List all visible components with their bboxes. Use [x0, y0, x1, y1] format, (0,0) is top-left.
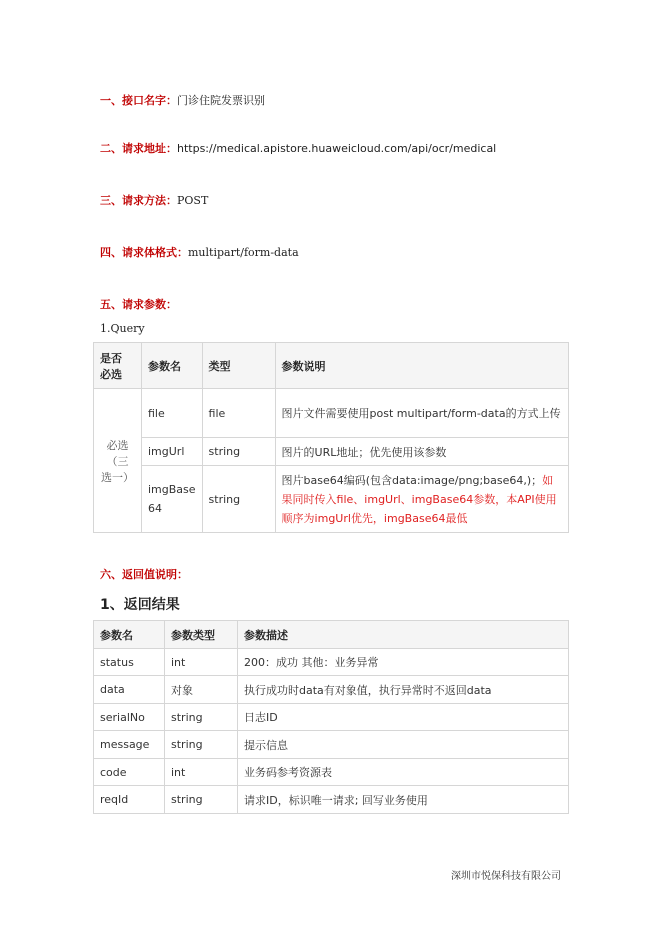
section-value: https://medical.apistore.huaweicloud.com/api/ocr/medical: [177, 142, 497, 155]
section-interface-name: [100, 92, 265, 108]
param-name-line2: 64: [148, 502, 162, 515]
header-required-line1: 是否: [100, 351, 122, 365]
section-label: 五、请求参数：: [100, 298, 177, 311]
result-desc: 业务码参考资源表: [238, 759, 569, 786]
result-name: status: [94, 649, 165, 676]
result-type: 对象: [165, 676, 238, 704]
table-header-row: [94, 621, 569, 649]
result-name: data: [94, 676, 165, 704]
section-request-params: [100, 296, 177, 312]
result-type: int: [165, 649, 238, 676]
header-desc: 参数说明: [275, 343, 568, 389]
result-desc: 请求ID，标识唯一请求; 回写业务使用: [238, 786, 569, 814]
table-row: [94, 704, 569, 731]
table-row: [94, 731, 569, 759]
section-value: POST: [177, 194, 209, 207]
table-row: [94, 389, 569, 438]
table-header-row: [94, 343, 569, 389]
table-row: [94, 466, 569, 533]
section-label: 二、请求地址：: [100, 142, 177, 155]
section-request-method: [100, 192, 208, 208]
required-line1: 必选: [106, 438, 129, 452]
result-name: reqId: [94, 786, 165, 814]
param-desc: 图片文件需要使用post multipart/form-data的方式上传: [275, 389, 568, 438]
header-param-desc: 参数描述: [238, 621, 569, 649]
section-label: 四、请求体格式：: [100, 246, 188, 259]
result-table: [93, 620, 569, 814]
section-value: multipart/form-data: [188, 246, 299, 259]
header-param-type: 参数类型: [165, 621, 238, 649]
param-type: file: [202, 389, 275, 438]
param-desc: [275, 466, 568, 533]
param-type: string: [202, 466, 275, 533]
result-title: 1、返回结果: [100, 597, 180, 613]
result-desc: 200：成功 其他：业务异常: [238, 649, 569, 676]
section-label: 三、请求方法：: [100, 194, 177, 207]
result-desc: 执行成功时data有对象值，执行异常时不返回data: [238, 676, 569, 704]
header-type: 类型: [202, 343, 275, 389]
table-row: [94, 786, 569, 814]
table-row: [94, 649, 569, 676]
result-type: string: [165, 731, 238, 759]
param-type: string: [202, 438, 275, 466]
section-request-url: [100, 140, 496, 156]
result-desc: 日志ID: [238, 704, 569, 731]
param-desc-warning: 如果同时传入file、imgUrl、imgBase64参数，本API使用顺序为imgUrl优先，imgBase64最低: [281, 473, 557, 525]
param-name-line1: imgBase: [148, 483, 196, 496]
required-line3: 选一）: [101, 470, 134, 484]
section-label: 一、接口名字：: [100, 94, 177, 107]
result-type: string: [165, 704, 238, 731]
header-param-name: 参数名: [94, 621, 165, 649]
header-required-line2: 必选: [100, 367, 122, 381]
param-desc: 图片的URL地址；优先使用该参数: [275, 438, 568, 466]
param-desc-plain: 图片base64编码(包含data:image/png;base64,)；: [281, 473, 543, 487]
result-desc: 提示信息: [238, 731, 569, 759]
query-params-table: [93, 342, 569, 533]
result-type: int: [165, 759, 238, 786]
result-name: code: [94, 759, 165, 786]
section-label: 六、返回值说明：: [100, 568, 188, 581]
company-footer: 深圳市悦保科技有限公司: [451, 871, 561, 882]
param-name: imgUrl: [142, 438, 203, 466]
required-cell: [94, 389, 142, 533]
required-line2: （三: [106, 454, 129, 468]
header-required: [94, 343, 142, 389]
result-name: serialNo: [94, 704, 165, 731]
table-row: [94, 676, 569, 704]
table-row: [94, 759, 569, 786]
header-param-name: 参数名: [142, 343, 203, 389]
result-name: message: [94, 731, 165, 759]
section-body-format: [100, 244, 299, 260]
result-type: string: [165, 786, 238, 814]
section-value: 门诊住院发票识别: [177, 94, 265, 107]
section-return-values: [100, 566, 188, 582]
query-label: 1.Query: [100, 322, 145, 335]
table-row: [94, 438, 569, 466]
param-name: [142, 466, 203, 533]
param-name: file: [142, 389, 203, 438]
